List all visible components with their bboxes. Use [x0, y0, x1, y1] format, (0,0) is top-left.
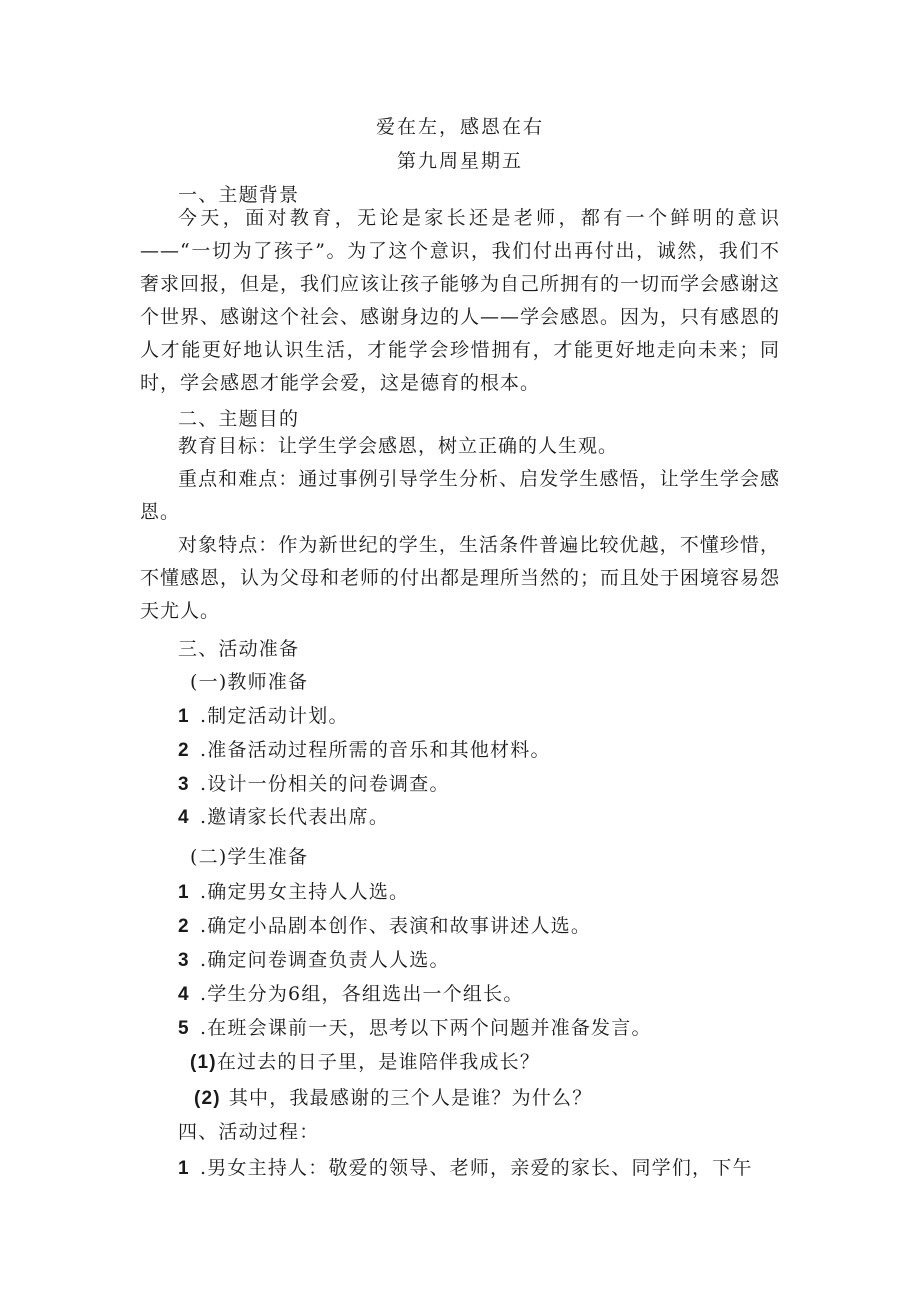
list-item — [178, 735, 551, 762]
list-item-number: 1 — [178, 882, 190, 903]
list-item-number: 3 — [178, 774, 190, 795]
list-item-number: 1 — [178, 1158, 190, 1179]
key-points: 重点和难点：通过事例引导学生分析、启发学生感悟，让学生学会感恩。 — [140, 468, 780, 523]
student-preparation-heading: (二)学生准备 — [190, 846, 309, 868]
question-number: (2) — [194, 1088, 221, 1109]
list-item-text: .确定小品剧本创作、表演和故事讲述人选。 — [200, 915, 592, 937]
list-item-text: .邀请家长代表出席。 — [200, 806, 390, 828]
list-item-text: .设计一份相关的问卷调查。 — [200, 773, 450, 795]
target-characteristics: 对象特点：作为新世纪的学生，生活条件普遍比较优越，不懂珍惜，不懂感恩，认为父母和老师的付出都是理所当然的；而且处于困境容易怨天尤人。 — [140, 534, 781, 622]
list-item — [178, 877, 409, 904]
list-item-text: .学生分为6组，各组选出一个组长。 — [200, 983, 524, 1005]
list-item-text: .在班会课前一天，思考以下两个问题并准备发言。 — [200, 1017, 652, 1039]
question-text: 在过去的日子里，是谁陪伴我成长？ — [216, 1051, 541, 1073]
teacher-preparation-heading: (一)教师准备 — [190, 671, 309, 693]
list-item-number: 1 — [178, 706, 190, 727]
background-paragraph: 今天，面对教育，无论是家长还是老师，都有一个鲜明的意识——“一切为了孩子”。为了这个意识，我们付出再付出，诚然，我们不奢求回报，但是，我们应该让孩子能够为自己所拥有的一切而学会感谢这个世界、感谢这个社会、感谢身边的人——学会感恩。因为，只有感恩的人才能更好地认识生活，才能学会珍惜拥有，才能更好地走向未来；同时，学会感恩才能学会爱，这是德育的根本。 — [140, 207, 781, 394]
list-item — [178, 979, 524, 1006]
list-item-text: .确定男女主持人人选。 — [200, 881, 410, 903]
list-item-number: 5 — [178, 1018, 190, 1039]
section-heading-purpose: 二、主题目的 — [178, 408, 300, 430]
list-item — [178, 1013, 652, 1040]
list-item-text: .男女主持人：敬爱的领导、老师，亲爱的家长、同学们，下午 — [200, 1157, 753, 1179]
question-number: (1) — [190, 1052, 217, 1073]
section-heading-process: 四、活动过程： — [178, 1121, 320, 1143]
list-item — [178, 1153, 753, 1180]
list-item-number: 3 — [178, 950, 190, 971]
section-heading-background: 一、主题背景 — [178, 184, 300, 206]
document-subtitle: 第九周星期五 — [396, 150, 523, 172]
question-item — [194, 1083, 592, 1110]
section-heading-preparation: 三、活动准备 — [178, 638, 300, 660]
list-item — [178, 769, 450, 796]
list-item-text: .制定活动计划。 — [200, 705, 349, 727]
question-text: 其中，我最感谢的三个人是谁？为什么？ — [228, 1087, 593, 1109]
list-item — [178, 701, 349, 728]
list-item-number: 4 — [178, 984, 190, 1005]
list-item — [178, 911, 591, 938]
education-goal: 教育目标：让学生学会感恩，树立正确的人生观。 — [178, 435, 619, 457]
list-item-text: .确定问卷调查负责人人选。 — [200, 949, 450, 971]
question-item — [190, 1047, 540, 1074]
list-item-text: .准备活动过程所需的音乐和其他材料。 — [200, 739, 551, 761]
list-item-number: 2 — [178, 740, 190, 761]
list-item-number: 2 — [178, 916, 190, 937]
list-item — [178, 802, 389, 829]
document-title: 爱在左，感恩在右 — [375, 116, 544, 138]
list-item-number: 4 — [178, 807, 190, 828]
list-item — [178, 945, 450, 972]
